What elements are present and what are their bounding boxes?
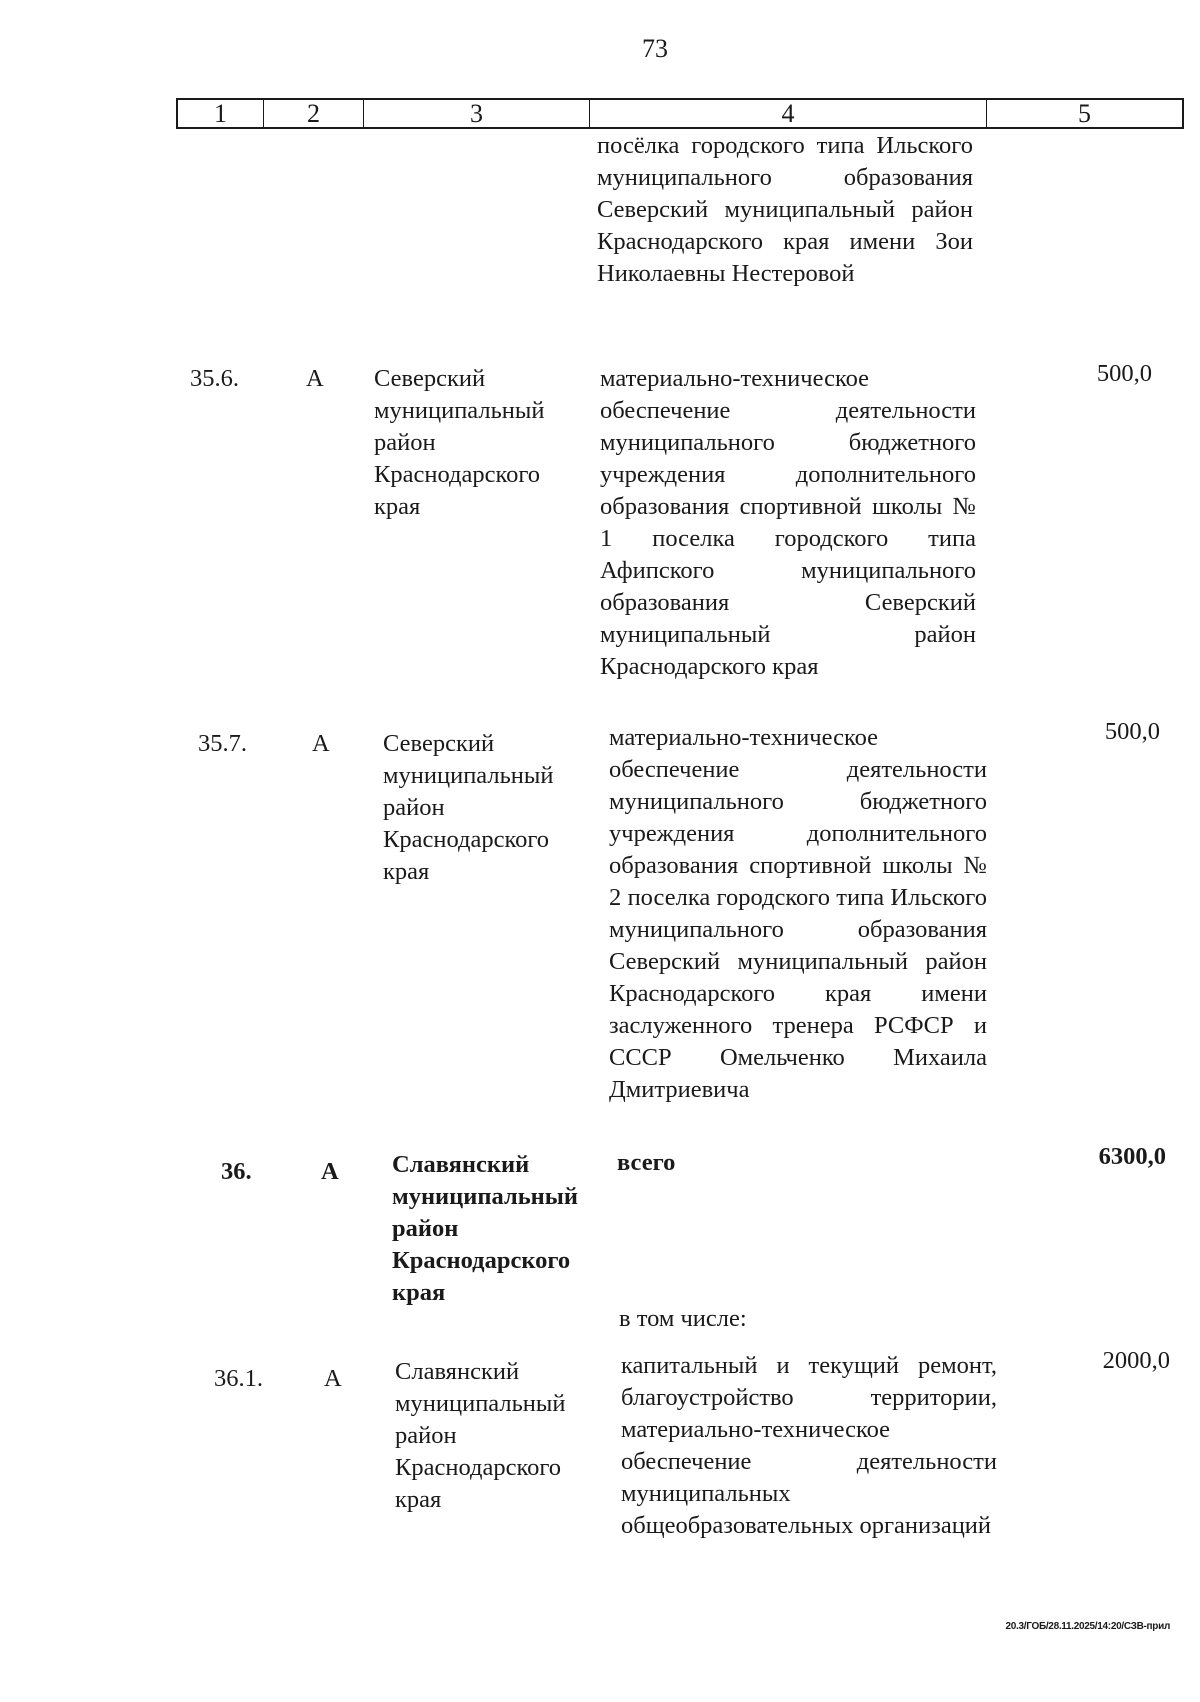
row-category: А <box>324 1365 342 1392</box>
row-purpose: материально-техническое обеспечение деятельности муниципального бюджетного учреждения дополнительного образования спортивной школы № 1 поселка городского типа Афипского муниципального образования Северский муниципальный район Краснодарского края <box>600 365 976 680</box>
column-header-4: 4 <box>590 100 987 127</box>
row-municipality: Славянский муниципальный район Краснодарского края <box>395 1358 566 1513</box>
row-subheading: в том числе: <box>619 1305 747 1332</box>
row-number: 36. <box>221 1158 252 1185</box>
row-number: 36.1. <box>214 1365 263 1392</box>
row-amount: 500,0 <box>1096 360 1152 387</box>
column-header-row <box>176 98 1184 129</box>
page-number: 73 <box>642 34 668 63</box>
column-header-1: 1 <box>178 100 264 127</box>
row-purpose: материально-техническое обеспечение деятельности муниципального бюджетного учреждения дополнительного образования спортивной школы № 2 поселка городского типа Ильского муниципального образования Северский муниципальный район Краснодарского края имени заслуженного тренера РСФСР и СССР Омельченко Михаила Дмитриевича <box>609 724 987 1103</box>
column-header-2: 2 <box>264 100 364 127</box>
row-category: А <box>321 1158 339 1185</box>
row-number: 35.7. <box>198 730 247 757</box>
row-category: А <box>312 730 330 757</box>
row-purpose: капитальный и текущий ремонт, благоустройство территории, материально-техническое обеспечение деятельности муниципальных общеобразовательных организаций <box>621 1352 997 1539</box>
document-code: 20.3/ГОБ/28.11.2025/14:20/СЗВ-прил <box>1005 1621 1170 1632</box>
row-category: А <box>306 365 324 392</box>
row-amount: 500,0 <box>1104 718 1160 745</box>
row-amount: 2000,0 <box>1102 1347 1170 1374</box>
continuation-purpose: посёлка городского типа Ильского муниципального образования Северский муниципальный район Краснодарского края имени Зои Николаевны Нестеровой <box>597 132 973 287</box>
column-header-5: 5 <box>1078 99 1091 128</box>
row-municipality: Славянский муниципальный район Краснодарского края <box>392 1151 579 1306</box>
column-header-3: 3 <box>364 100 590 127</box>
row-municipality: Северский муниципальный район Краснодарского края <box>383 730 554 885</box>
row-municipality: Северский муниципальный район Краснодарского края <box>374 365 545 520</box>
row-amount: 6300,0 <box>1098 1143 1166 1170</box>
row-purpose: всего <box>617 1149 676 1176</box>
row-number: 35.6. <box>190 365 239 392</box>
